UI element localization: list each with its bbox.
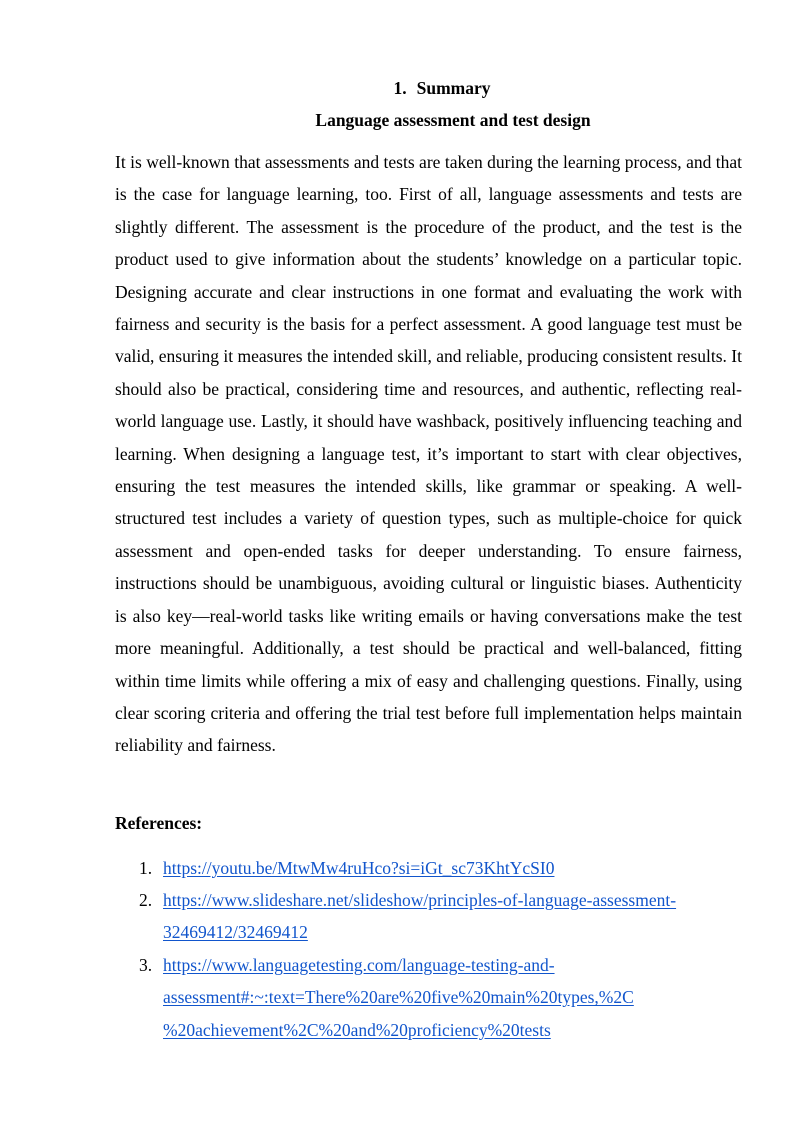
section-title: Summary — [416, 78, 491, 98]
section-number: 1. — [393, 78, 407, 98]
reference-number: 3. — [139, 955, 153, 975]
reference-number: 2. — [139, 890, 153, 910]
reference-link-youtube[interactable] — [163, 852, 743, 884]
reference-link-languagetesting[interactable] — [163, 949, 743, 1046]
summary-paragraph: It is well-known that assessments and tests are taken during the learning process, and that is the case for language learning, too. First of all, language assessments and tests are slightly different. The assessment is the procedure of the product, and the test is the product used to give information about the students’ knowledge on a particular topic. Designing accurate and clear instructions in one format and evaluating the work with fairness and security is the basis for a perfect assessment. A good language test must be valid, ensuring it measures the intended skill, and reliable, producing consistent results. It should also be practical, considering time and resources, and authentic, reflecting real-world language use. Lastly, it should have washback, positively influencing teaching and learning. When designing a language test, it’s important to start with clear objectives, ensuring the test measures the intended skills, like grammar or speaking. A well-structured test includes a variety of question types, such as multiple-choice for quick assessment and open-ended tasks for deeper understanding. To ensure fairness, instructions should be unambiguous, avoiding cultural or linguistic biases. Authenticity is also key—real-world tasks like writing emails or having conversations make the test more meaningful. Additionally, a test should be practical and well-balanced, fitting within time limits while offering a mix of easy and challenging questions. Finally, using clear scoring criteria and offering the trial test before full implementation helps maintain reliability and fairness. — [115, 152, 742, 756]
reference-link-line: https://www.slideshare.net/slideshow/principles-of-language-assessment- — [163, 890, 677, 910]
reference-link-line: assessment#:~:text=There%20are%20five%20main%20types,%2C — [163, 987, 634, 1008]
reference-link-slideshare[interactable] — [163, 884, 743, 949]
reference-link-line: https://www.languagetesting.com/language-testing-and- — [163, 955, 555, 975]
references-heading: References: — [115, 813, 203, 833]
reference-link-line: %20achievement%2C%20and%20proficiency%20tests — [163, 1019, 551, 1040]
section-heading — [42, 78, 800, 98]
reference-link-line: 32469412/32469412 — [163, 922, 308, 943]
reference-number: 1. — [139, 858, 153, 878]
reference-link-line: https://youtu.be/MtwMw4ruHco?si=iGt_sc73KhtYcSI0 — [163, 858, 555, 878]
document-subtitle: Language assessment and test design — [315, 110, 591, 130]
